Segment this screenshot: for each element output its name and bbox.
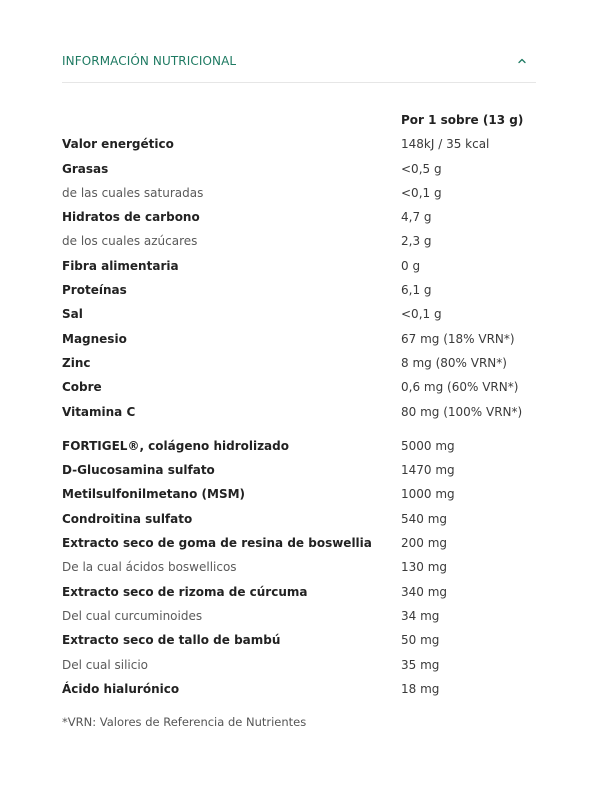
nutrient-label: FORTIGEL®, colágeno hidrolizado [62, 438, 289, 453]
table-row [62, 458, 536, 482]
nutrient-label: Cobre [62, 380, 102, 395]
accordion-title: INFORMACIÓN NUTRICIONAL [62, 54, 237, 68]
table-row [62, 531, 536, 555]
nutrient-value: 130 mg [401, 560, 448, 575]
table-row [62, 555, 536, 579]
nutrient-label: de los cuales azúcares [62, 234, 198, 249]
nutrient-label: Condroitina sulfato [62, 511, 193, 526]
table-row [62, 278, 536, 302]
nutrient-label: Extracto seco de tallo de bambú [62, 633, 281, 648]
table-row [62, 434, 536, 458]
nutrient-label: Valor energético [62, 137, 174, 152]
nutrient-value: 540 mg [401, 511, 448, 526]
nutrient-value: 0 g [401, 258, 421, 273]
chevron-up-icon[interactable] [514, 53, 530, 69]
nutrient-value: 340 mg [401, 584, 448, 599]
nutrient-label: Zinc [62, 355, 91, 370]
nutrition-table [62, 108, 536, 701]
nutrient-label: Magnesio [62, 331, 127, 346]
table-row [62, 482, 536, 506]
nutrient-value: 34 mg [401, 608, 440, 623]
nutrition-accordion-header[interactable] [62, 50, 536, 83]
nutrient-value: 2,3 g [401, 234, 432, 249]
table-row [62, 181, 536, 205]
table-header-row [62, 108, 536, 132]
nutrient-label: Hidratos de carbono [62, 210, 200, 225]
nutrient-label: de las cuales saturadas [62, 185, 204, 200]
nutrient-value: 1000 mg [401, 487, 455, 502]
footnote: *VRN: Valores de Referencia de Nutrientes [62, 715, 307, 729]
nutrient-value: 4,7 g [401, 210, 432, 225]
nutrient-value: <0,5 g [401, 161, 442, 176]
nutrient-value: <0,1 g [401, 307, 442, 322]
table-row [62, 351, 536, 375]
table-row [62, 229, 536, 253]
nutrient-label: Del cual silicio [62, 657, 149, 672]
table-row [62, 327, 536, 351]
nutrient-label: D-Glucosamina sulfato [62, 463, 215, 478]
nutrient-value: 5000 mg [401, 438, 455, 453]
nutrient-label: Grasas [62, 161, 109, 176]
table-row [62, 604, 536, 628]
table-row [62, 132, 536, 156]
nutrient-value: <0,1 g [401, 185, 442, 200]
nutrient-label: Del cual curcuminoides [62, 608, 203, 623]
nutrient-label: Vitamina C [62, 404, 136, 419]
table-row [62, 507, 536, 531]
nutrient-value: 0,6 mg (60% VRN*) [401, 380, 519, 395]
nutrient-value: 200 mg [401, 536, 448, 551]
nutrient-label: De la cual ácidos boswellicos [62, 560, 237, 575]
table-row [62, 653, 536, 677]
table-row [62, 302, 536, 326]
table-row [62, 205, 536, 229]
nutrient-value: 6,1 g [401, 283, 432, 298]
nutrient-label: Proteínas [62, 283, 127, 298]
nutrient-label: Extracto seco de goma de resina de boswellia [62, 536, 372, 551]
nutrient-value: 18 mg [401, 681, 440, 696]
table-row [62, 400, 536, 424]
nutrient-label: Extracto seco de rizoma de cúrcuma [62, 584, 308, 599]
nutrient-value: 35 mg [401, 657, 440, 672]
nutrient-label: Metilsulfonilmetano (MSM) [62, 487, 246, 502]
table-row [62, 254, 536, 278]
table-row [62, 580, 536, 604]
nutrient-value: 8 mg (80% VRN*) [401, 355, 507, 370]
nutrient-value: 50 mg [401, 633, 440, 648]
table-row [62, 157, 536, 181]
table-row [62, 375, 536, 399]
nutrient-value: 80 mg (100% VRN*) [401, 404, 523, 419]
nutrient-value: 1470 mg [401, 463, 455, 478]
nutrient-value: 67 mg (18% VRN*) [401, 331, 515, 346]
nutrient-label: Ácido hialurónico [62, 681, 180, 696]
nutrient-label: Sal [62, 307, 83, 322]
column-header: Por 1 sobre (13 g) [401, 113, 524, 127]
table-row [62, 677, 536, 701]
nutrient-label: Fibra alimentaria [62, 258, 179, 273]
table-row [62, 628, 536, 652]
nutrient-value: 148kJ / 35 kcal [401, 137, 490, 152]
